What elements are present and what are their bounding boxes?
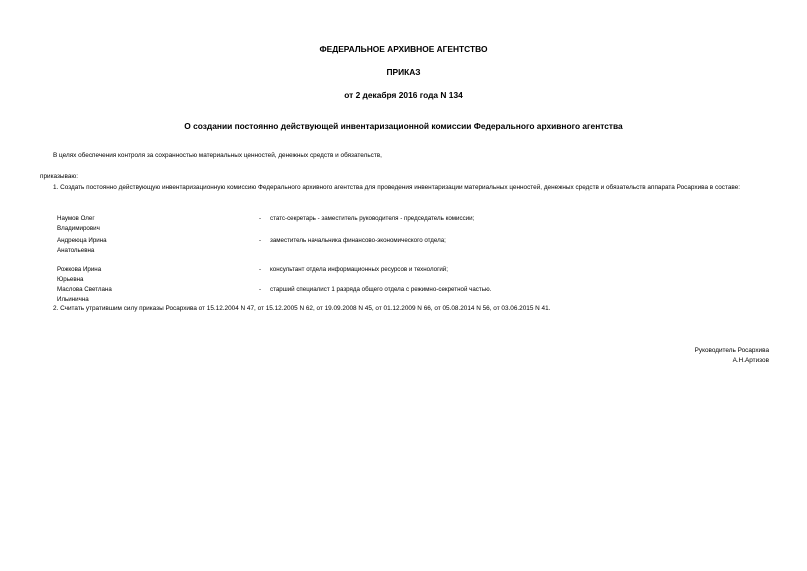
member-name <box>57 265 177 284</box>
member-surname: Рожкова Ирина <box>57 266 102 273</box>
document-type: ПРИКАЗ <box>386 67 421 77</box>
member-role: старший специалист 1 разряда общего отдела с режимно-секретной частью. <box>270 286 492 293</box>
member-name <box>57 214 177 233</box>
document-subject: О создании постоянно действующей инвентаризационной комиссии Федерального архивного агентства <box>184 121 623 131</box>
member-surname: Маслова Светлана <box>57 286 112 293</box>
member-name <box>57 236 177 255</box>
order-word: приказываю: <box>40 173 78 180</box>
member-patronymic: Ильинична <box>57 295 89 303</box>
agency-title: ФЕДЕРАЛЬНОЕ АРХИВНОЕ АГЕНТСТВО <box>319 44 488 54</box>
item-1-paragraph: 1. Создать постоянно действующую инвентаризационную комиссию Федерального архивного агентства для проведения инвентаризации материальных ценностей, денежных средств и обязательств аппарата Росархива в составе: <box>53 184 741 191</box>
member-dash: - <box>259 266 262 273</box>
member-role: заместитель начальника финансово-экономического отдела; <box>270 237 446 244</box>
member-patronymic: Владимирович <box>57 224 100 232</box>
intro-paragraph: В целях обеспечения контроля за сохранностью материальных ценностей, денежных средств и обязательств, <box>53 152 382 159</box>
member-name <box>57 285 177 304</box>
member-dash: - <box>259 215 262 222</box>
member-patronymic: Юрьевна <box>57 275 84 283</box>
member-surname: Андреюца Ирина <box>57 237 107 244</box>
item-2-paragraph: 2. Считать утратившим силу приказы Росархива от 15.12.2004 N 47, от 15.12.2005 N 62, от 19.09.2008 N 45, от 01.12.2009 N 66, от 05.08.2014 N 56, от 03.06.2015 N 41. <box>53 305 551 312</box>
member-patronymic: Анатольевна <box>57 246 95 254</box>
member-dash: - <box>259 237 262 244</box>
signatory-name: А.Н.Артизов <box>732 356 769 364</box>
member-surname: Наумов Олег <box>57 215 95 222</box>
member-role: статс-секретарь - заместитель руководителя - председатель комиссии; <box>270 215 475 222</box>
signatory-position: Руководитель Росархива <box>694 347 769 354</box>
member-role: консультант отдела информационных ресурсов и технологий; <box>270 266 448 273</box>
signature-block <box>695 346 769 366</box>
document-date: от 2 декабря 2016 года N 134 <box>344 90 463 100</box>
member-dash: - <box>259 286 262 293</box>
